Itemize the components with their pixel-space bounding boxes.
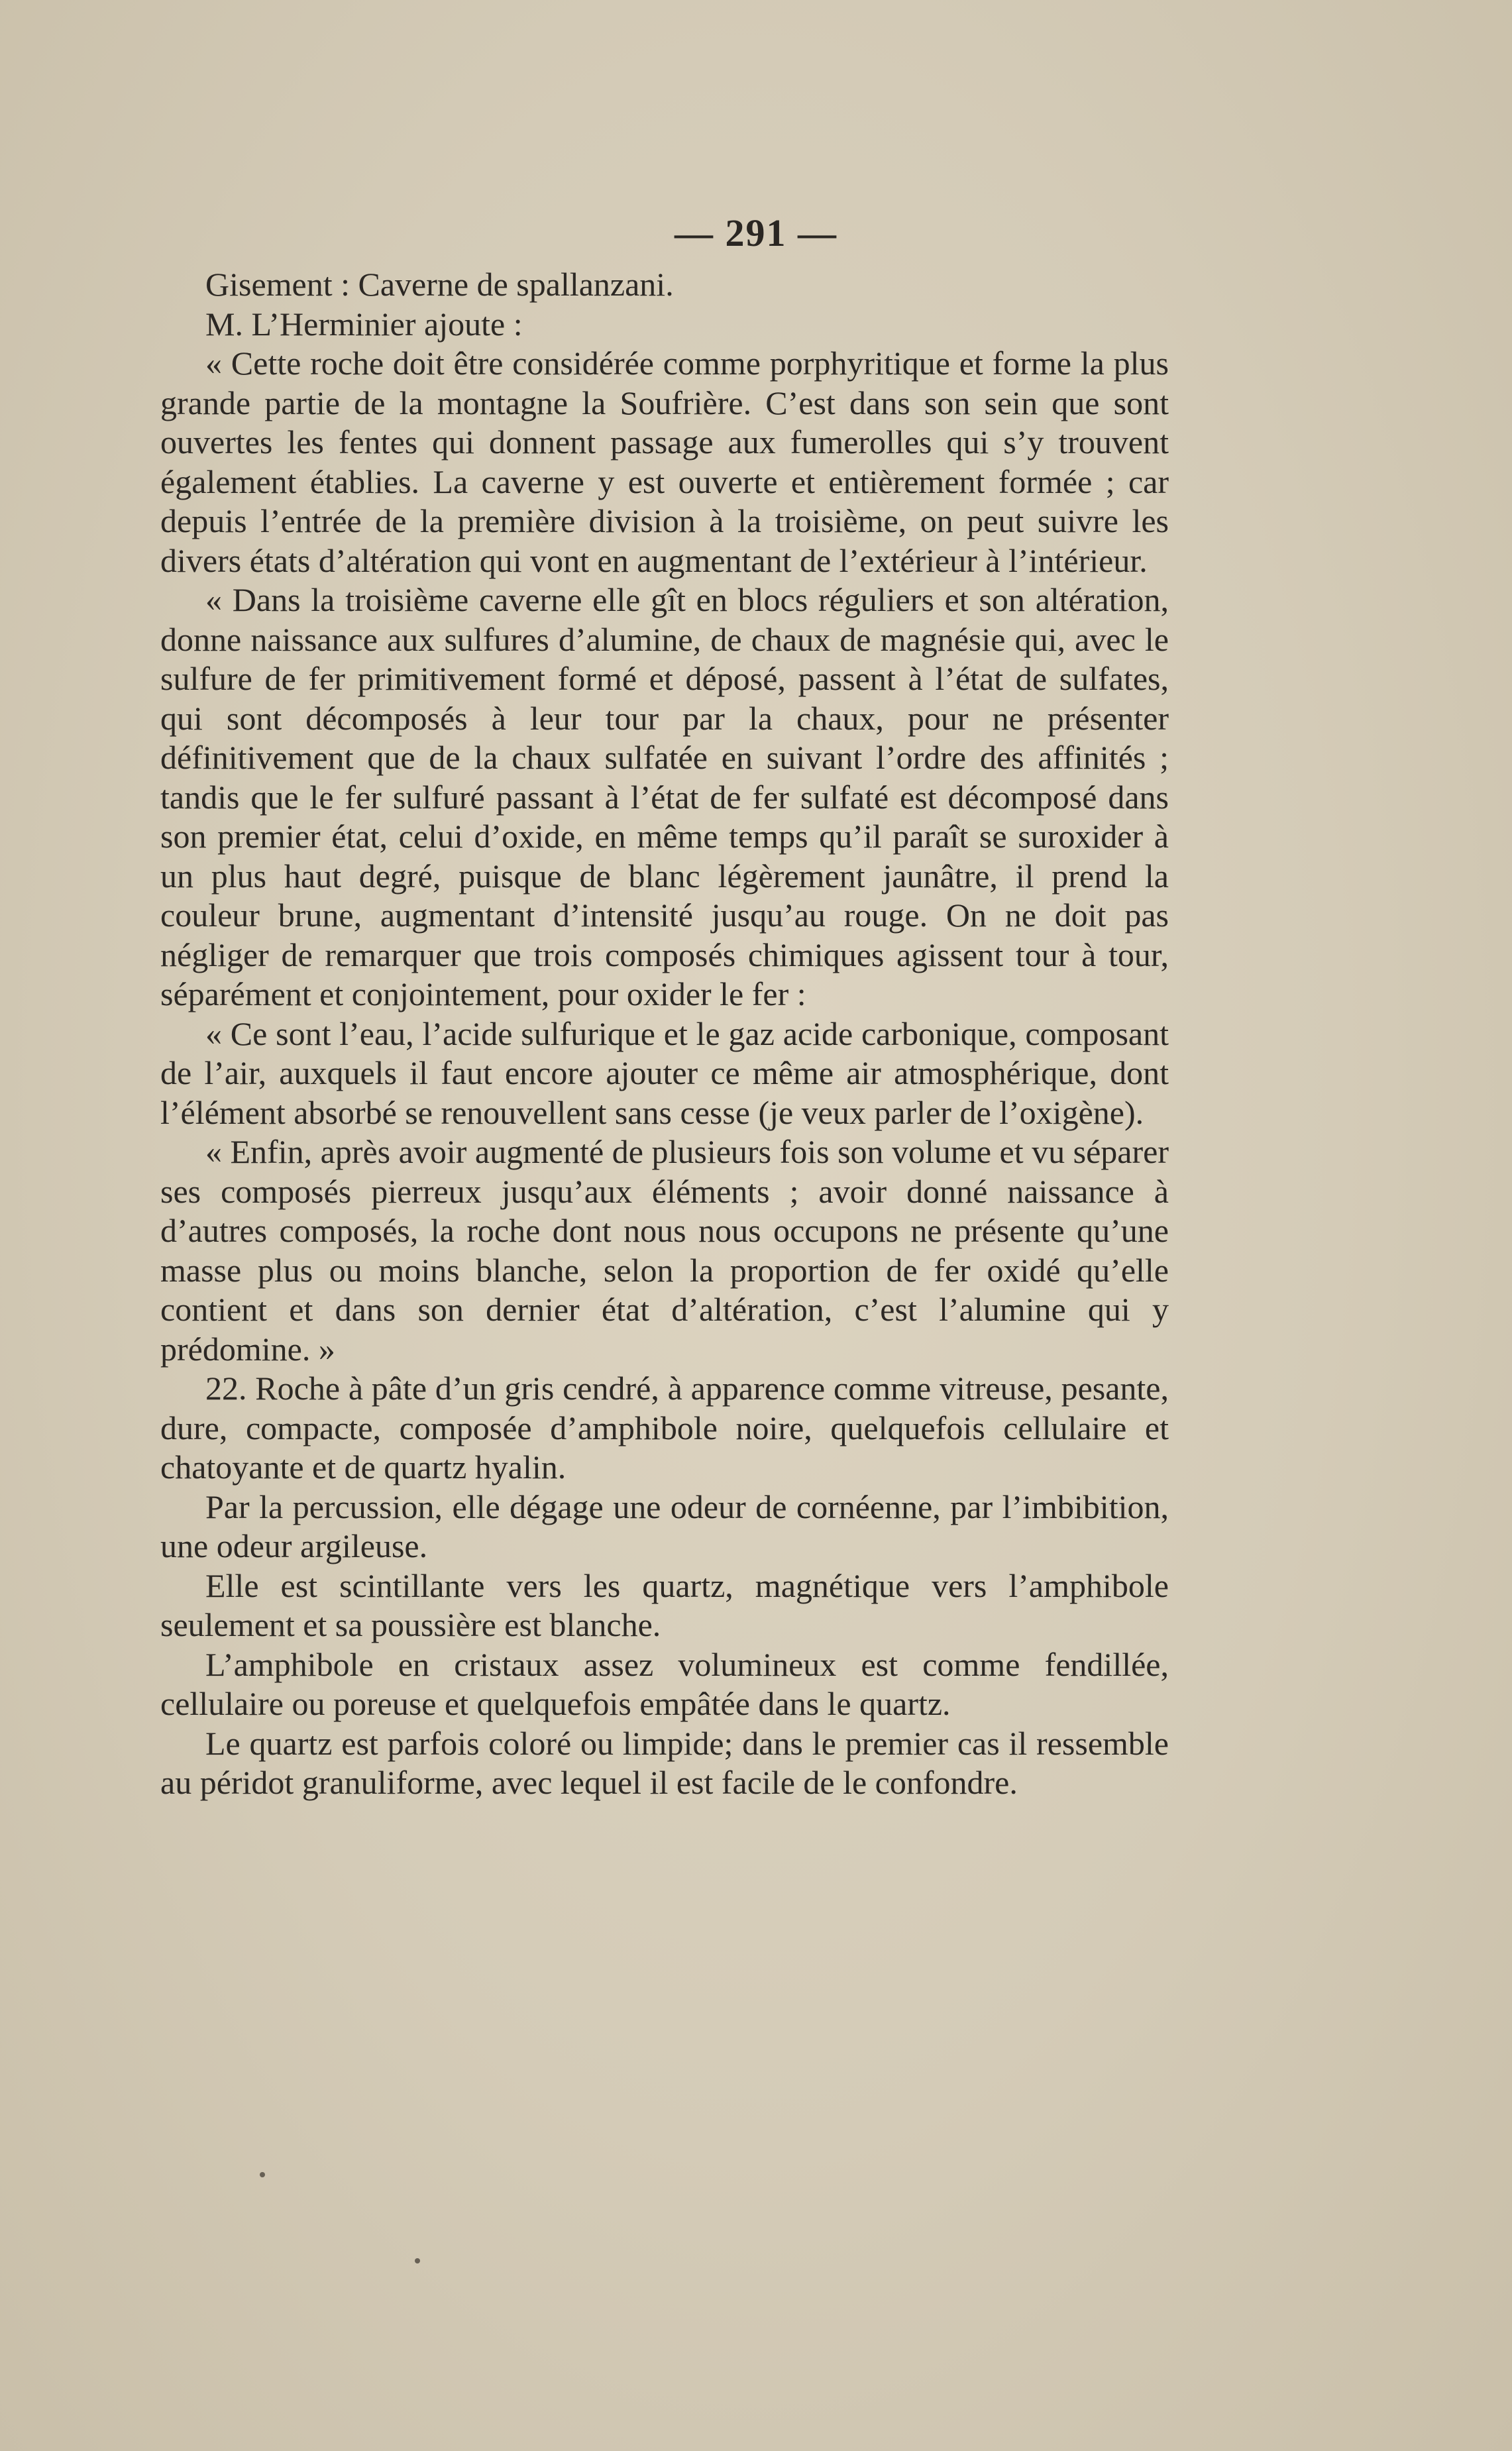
paragraph-roche-22: 22. Roche à pâte d’un gris cendré, à apparence comme vitreuse, pesante, dure, compacte, composée d’amphibole noire, quelquefois cellulaire et chatoyante et de quartz hyalin.	[160, 1370, 1169, 1486]
paragraph-quartz: Le quartz est parfois coloré ou limpide; dans le premier cas il ressemble au péridot granuliforme, avec lequel il est facile de le confondre.	[160, 1724, 1169, 1801]
paragraph-quote-4: « Enfin, après avoir augmenté de plusieurs fois son volume et vu séparer ses composés pierreux jusqu’aux éléments ; avoir donné naissance à d’autres composés, la roche dont nous nous occupons ne présente qu’une masse plus ou moins blanche, selon la proportion de fer oxidé qu’elle contient et dans son dernier état d’altération, c’est l’alumine qui y prédomine. »	[160, 1133, 1169, 1368]
paragraph-quote-2: « Dans la troisième caverne elle gît en blocs réguliers et son altération, donne naissance aux sulfures d’alumine, de chaux de magnésie qui, avec le sulfure de fer primitivement formé et déposé, passent à l’état de sulfates, qui sont décomposés à leur tour par la chaux, pour ne présenter définitivement que de la chaux sulfatée en suivant l’ordre des affinités ; tandis que le fer sulfuré passant à l’état de fer sulfaté est décomposé dans son premier état, celui d’oxide, en même temps qu’il paraît se suroxider à un plus haut degré, puisque de blanc légèrement jaunâtre, il prend la couleur brune, augmentant d’intensité jusqu’au rouge. On ne doit pas négliger de remarquer que trois composés chimiques agissent tour à tour, séparément et conjointement, pour oxider le fer :	[160, 581, 1169, 1012]
paragraph-quote-1: « Cette roche doit être considérée comme porphyritique et forme la plus grande partie de la montagne la Soufrière. C’est dans son sein que sont ouvertes les fentes qui donnent passage aux fumerolles qui s’y trouvent également établies. La caverne y est ouverte et entièrement formée ; car depuis l’entrée de la première division à la troisième, on peut suivre les divers états d’altération qui vont en augmentant de l’extérieur à l’intérieur.	[160, 345, 1169, 579]
paper-speck	[260, 2172, 265, 2177]
paragraph-percussion: Par la percussion, elle dégage une odeur de cornéenne, par l’imbibition, une odeur argileuse.	[160, 1488, 1169, 1564]
paragraph-herminier-intro: M. L’Herminier ajoute :	[205, 305, 523, 343]
paragraph-amphibole: L’amphibole en cristaux assez volumineux est comme fendillée, cellulaire ou poreuse et quelquefois empâtée dans le quartz.	[160, 1645, 1169, 1722]
paragraph-scintillante: Elle est scintillante vers les quartz, magnétique vers l’amphibole seulement et sa poussière est blanche.	[160, 1566, 1169, 1643]
paragraph-gisement: Gisement : Caverne de spallanzani.	[205, 266, 674, 303]
body-text	[160, 265, 1169, 1803]
page-number: — 291 —	[675, 211, 837, 254]
paragraph-quote-3: « Ce sont l’eau, l’acide sulfurique et le gaz acide carbonique, composant de l’air, auxquels il faut encore ajouter ce même air atmosphérique, dont l’élément absorbé se renouvellent sans cesse (je veux parler de l’oxigène).	[160, 1014, 1169, 1131]
paper-speck	[415, 2258, 420, 2263]
